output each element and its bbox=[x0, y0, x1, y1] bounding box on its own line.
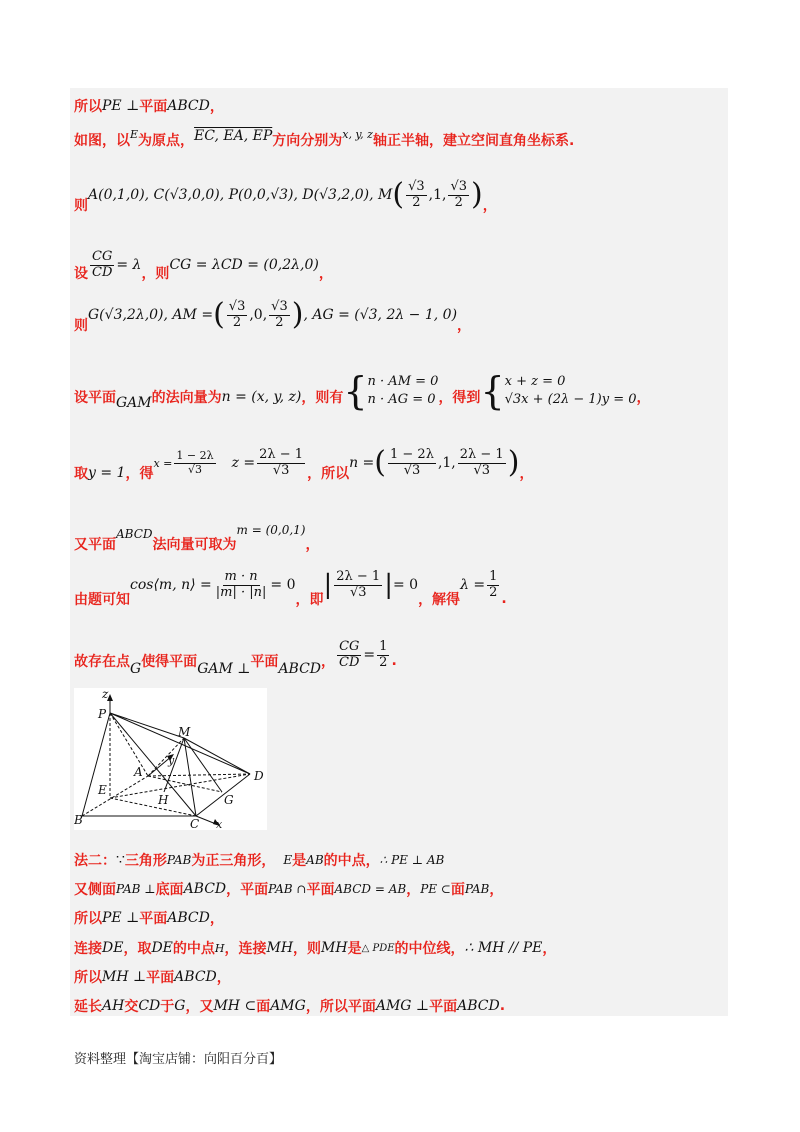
label-H: H bbox=[158, 793, 169, 807]
math: DE bbox=[151, 940, 173, 956]
math: GAM bbox=[116, 395, 152, 411]
equation-system-2: { x + z = 0 √3x + (2λ − 1)y = 0 bbox=[480, 369, 637, 413]
line-5: 则 G(√3,2λ,0), AM = ( $\frac{√3}{2}$ ,0, $\frac{√3}{2}$ ) , AG = (√3, 2λ − 1, 0) ， bbox=[74, 297, 472, 335]
text: ，得 bbox=[125, 466, 154, 483]
text: 面 bbox=[450, 882, 465, 898]
text: 平面 bbox=[146, 970, 175, 986]
line-4 bbox=[74, 250, 333, 281]
text: ，则有 bbox=[301, 390, 344, 406]
math: λ = bbox=[460, 577, 486, 594]
text: ， bbox=[406, 882, 421, 898]
text: ，连接 bbox=[224, 941, 267, 957]
text: 所以 bbox=[74, 99, 102, 115]
math: z = bbox=[231, 455, 256, 472]
math: H bbox=[214, 941, 225, 955]
line-11 bbox=[74, 850, 444, 870]
text: 的中点， bbox=[323, 853, 380, 869]
text: . bbox=[391, 653, 397, 670]
label-B: B bbox=[74, 813, 83, 827]
text: ， bbox=[519, 466, 534, 483]
math: MH bbox=[266, 940, 294, 956]
text: ，得到 bbox=[438, 390, 481, 406]
line-15 bbox=[74, 967, 231, 987]
fraction: $\frac{1}{2}$ bbox=[379, 639, 388, 670]
text: 方向分别为 bbox=[272, 133, 343, 149]
fraction: $\frac{2\lambda - 1}{√3}$ bbox=[259, 447, 304, 478]
footer-source: 资料整理【淘宝店铺：向阳百分百】 bbox=[74, 1052, 283, 1067]
math: PE ⊂ bbox=[420, 882, 451, 896]
text: 又平面 bbox=[74, 537, 116, 553]
text: ， bbox=[209, 99, 224, 115]
fraction: $\frac{1 - 2\lambda}{√3}$ bbox=[176, 449, 214, 476]
math: = λ bbox=[116, 257, 142, 274]
fraction: $\frac{1 - 2\lambda}{√3}$ bbox=[390, 447, 434, 478]
text: 的中位线， bbox=[394, 941, 465, 957]
math: PE ⊥ bbox=[102, 910, 140, 926]
line-9: 由题可知 cos⟨m, n⟩ = $\frac{m \cdot n}{|m| \cdot |n|}$ = 0 ，即 | $\frac{2\lambda - 1}{√3}$ | = 0 ，解得 λ = $\frac{1}{2}$ . bbox=[74, 569, 507, 609]
math: , AG = (√3, 2λ − 1, 0) bbox=[303, 307, 458, 324]
fraction: $\frac{m \cdot n}{|m| \cdot |n|}$ bbox=[215, 569, 267, 600]
equation-system-1: { n · AM = 0 n · AG = 0 bbox=[343, 369, 439, 413]
math: ,0, bbox=[249, 307, 268, 324]
math: m = (0,0,1) bbox=[236, 523, 306, 537]
math: MH ⊥ bbox=[102, 969, 147, 985]
text: 三角形 bbox=[124, 853, 167, 869]
pyramid-diagram bbox=[74, 688, 267, 830]
text: ， bbox=[318, 266, 333, 283]
text: 平面 bbox=[306, 882, 335, 898]
math: AB bbox=[306, 853, 324, 867]
text: ，又 bbox=[185, 999, 214, 1015]
line-7: 取 y = 1 ，得 x = $\frac{1 - 2\lambda}{√3}$ z = $\frac{2\lambda - 1}{√3}$ ，所以 n = ( $\frac{1 - 2\lambda}{√3}$ ,1, $\frac{2\lambda - 1}{√3}$ ) ， bbox=[74, 445, 534, 483]
line-6 bbox=[74, 369, 651, 413]
math: △ PDE bbox=[361, 942, 395, 954]
text: 如图，以 bbox=[74, 133, 130, 149]
label-y: y bbox=[168, 754, 175, 767]
text: 又侧面 bbox=[74, 882, 116, 898]
label-z: z bbox=[102, 688, 109, 701]
label-A: A bbox=[134, 765, 143, 779]
math: E bbox=[130, 127, 139, 141]
math: PAB ∩ bbox=[268, 882, 307, 896]
label-E: E bbox=[98, 783, 107, 797]
math-vectors: EC, EA, EP bbox=[194, 128, 273, 144]
math: AMG bbox=[270, 998, 306, 1014]
math: = 0 bbox=[270, 577, 296, 594]
text: . bbox=[501, 591, 507, 608]
math: E bbox=[283, 853, 293, 867]
text: 平面 bbox=[250, 654, 279, 671]
text: ，解得 bbox=[418, 592, 461, 609]
math: n = bbox=[349, 455, 375, 472]
math: AH bbox=[102, 998, 125, 1014]
text: ， bbox=[482, 198, 497, 215]
text: ， bbox=[305, 537, 320, 553]
math: ABCD bbox=[167, 98, 210, 114]
math: GAM ⊥ bbox=[197, 661, 251, 678]
label-D: D bbox=[254, 769, 264, 783]
label-G: G bbox=[224, 793, 234, 807]
text: 所以 bbox=[74, 911, 102, 927]
text: 使得平面 bbox=[141, 654, 198, 671]
math: PE ⊥ bbox=[102, 98, 140, 114]
line-1 bbox=[74, 96, 224, 116]
math: CD bbox=[138, 998, 161, 1014]
text: ， bbox=[489, 882, 504, 898]
text: ，即 bbox=[295, 592, 324, 609]
text: ，取 bbox=[123, 941, 152, 957]
text: ， bbox=[636, 390, 651, 406]
text: 故存在点 bbox=[74, 654, 130, 671]
math: PAB ⊥ bbox=[116, 882, 156, 896]
fraction: $\frac{√3}{2}$ bbox=[408, 179, 425, 210]
math: ,1, bbox=[428, 187, 447, 204]
text: 平面 bbox=[139, 911, 168, 927]
text: 交 bbox=[124, 999, 139, 1015]
fraction: $\frac{√3}{2}$ bbox=[271, 299, 288, 330]
math: MH bbox=[321, 940, 348, 956]
text: 所以 bbox=[74, 970, 102, 986]
math: y = 1 bbox=[88, 465, 126, 482]
math: ABCD bbox=[174, 969, 217, 985]
text: 底面 bbox=[155, 882, 184, 898]
text: 是 bbox=[347, 941, 362, 957]
text: ，则 bbox=[141, 266, 170, 283]
fraction: $\frac{1}{2}$ bbox=[489, 569, 498, 600]
line-14 bbox=[74, 938, 556, 958]
text: ， bbox=[542, 941, 557, 957]
text: 则 bbox=[74, 198, 88, 215]
label-P: P bbox=[98, 707, 107, 721]
text: 设 bbox=[74, 266, 88, 283]
line-3: 则 A(0,1,0), C(√3,0,0), P(0,0,√3), D(√3,2,0), M ( $\frac{√3}{2}$ ,1, $\frac{√3}{2}$ ) ， bbox=[74, 177, 497, 215]
text: ， bbox=[321, 654, 336, 671]
text: 是 bbox=[292, 853, 307, 869]
fraction: $\frac{CG}{CD}$ bbox=[92, 249, 113, 280]
text: 的法向量为 bbox=[151, 390, 222, 406]
text: ，平面 bbox=[226, 882, 269, 898]
math: x, y, z bbox=[342, 127, 373, 141]
text: 则 bbox=[74, 318, 88, 335]
math: ABCD bbox=[167, 910, 210, 926]
text: 轴正半轴，建立空间直角坐标系. bbox=[372, 133, 575, 149]
label-C: C bbox=[190, 817, 200, 830]
line-13 bbox=[74, 908, 224, 928]
label-x: x bbox=[216, 818, 223, 830]
math: ∵ bbox=[116, 852, 125, 868]
text: 于 bbox=[160, 999, 175, 1015]
math: G bbox=[130, 661, 142, 678]
fraction: $\frac{2\lambda - 1}{√3}$ bbox=[459, 447, 504, 478]
math: MH ⊂ bbox=[213, 998, 257, 1014]
math: ABCD bbox=[116, 527, 153, 541]
math: cos⟨m, n⟩ = bbox=[130, 577, 212, 594]
math: G bbox=[174, 998, 186, 1014]
text: ，所以 bbox=[307, 466, 350, 483]
line-16 bbox=[74, 996, 505, 1016]
math: n = (x, y, z) bbox=[221, 389, 302, 405]
text: 法向量可取为 bbox=[152, 537, 237, 553]
text: 取 bbox=[74, 466, 88, 483]
text: 延长 bbox=[74, 999, 102, 1015]
text: 法二： bbox=[74, 853, 116, 869]
label-M: M bbox=[178, 725, 191, 739]
math: ABCD = AB bbox=[334, 882, 407, 896]
math: DE bbox=[102, 940, 124, 956]
text: ， bbox=[209, 911, 224, 927]
line-2 bbox=[74, 127, 575, 150]
line-10 bbox=[74, 639, 397, 678]
text: 平面 bbox=[139, 99, 168, 115]
fraction: $\frac{2\lambda - 1}{√3}$ bbox=[336, 569, 381, 600]
text: . bbox=[499, 998, 506, 1014]
text: 设平面 bbox=[74, 390, 116, 406]
math: PAB bbox=[166, 853, 192, 867]
line-12 bbox=[74, 879, 503, 899]
math: CG = λCD = (0,2λ,0) bbox=[169, 257, 319, 274]
text: 由题可知 bbox=[74, 592, 130, 609]
geometry-figure bbox=[74, 688, 267, 830]
math: G(√3,2λ,0), AM = bbox=[88, 307, 214, 324]
math: ∴ PE ⊥ AB bbox=[379, 853, 445, 867]
math: AMG ⊥ bbox=[375, 998, 430, 1014]
math: PAB bbox=[464, 882, 490, 896]
text: ，则 bbox=[293, 941, 322, 957]
text: 的中点 bbox=[172, 941, 215, 957]
text: 连接 bbox=[74, 941, 102, 957]
text: 为原点， bbox=[138, 133, 195, 149]
text: ， bbox=[457, 318, 472, 335]
text: ，所以平面 bbox=[305, 999, 376, 1015]
math: ,1, bbox=[437, 455, 456, 472]
math: = 0 bbox=[392, 577, 419, 594]
math: ABCD bbox=[183, 881, 227, 897]
line-8 bbox=[74, 523, 320, 553]
math: = bbox=[363, 647, 376, 664]
math: A(0,1,0), C(√3,0,0), P(0,0,√3), D(√3,2,0), M bbox=[88, 187, 393, 204]
text: ， bbox=[216, 970, 231, 986]
math: ∴ MH // PE bbox=[464, 940, 543, 956]
text: 平面 bbox=[429, 999, 458, 1015]
fraction: $\frac{CG}{CD}$ bbox=[339, 639, 360, 670]
text: 为正三角形， bbox=[191, 853, 276, 869]
text: 面 bbox=[256, 999, 271, 1015]
math: ABCD bbox=[457, 998, 500, 1014]
fraction: $\frac{√3}{2}$ bbox=[450, 179, 468, 210]
math: ABCD bbox=[278, 661, 322, 678]
math: x = bbox=[153, 456, 173, 470]
fraction: $\frac{√3}{2}$ bbox=[228, 299, 246, 330]
